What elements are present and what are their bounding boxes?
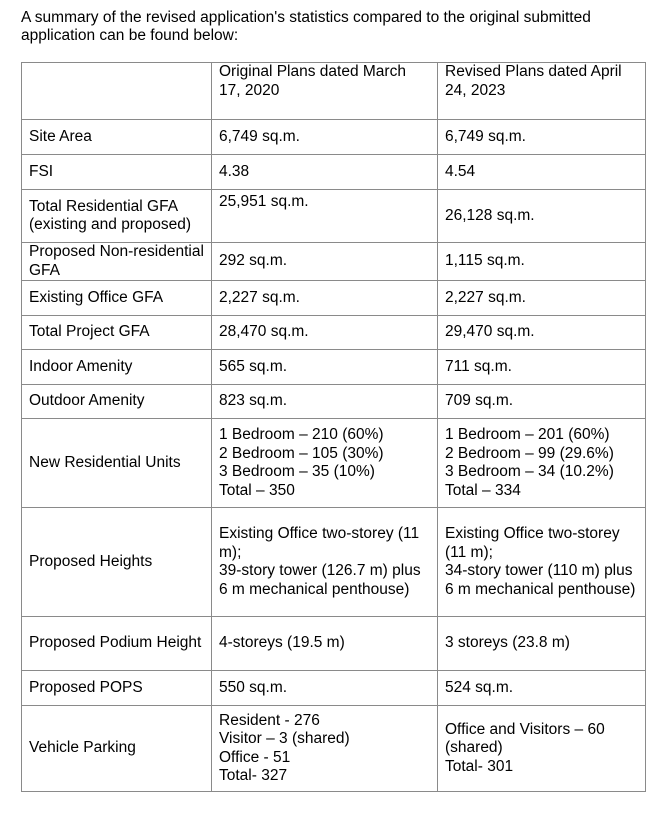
table-row	[22, 617, 646, 671]
cell-revised	[438, 419, 646, 508]
cell-original	[212, 706, 438, 792]
cell-line: 6,749 sq.m.	[445, 127, 526, 145]
cell-line: Total – 334	[445, 481, 521, 499]
cell-line: Existing Office two-storey (11 m);	[445, 525, 620, 561]
cell-line: 4-storeys (19.5 m)	[219, 634, 345, 652]
row-label: New Residential Units	[22, 419, 212, 508]
table-row	[22, 190, 646, 243]
cell-line: Total- 327	[219, 767, 288, 784]
cell-line: 39-story tower (126.7 m) plus 6 m mechanical penthouse)	[219, 562, 421, 598]
row-label: Proposed Podium Height	[22, 617, 212, 671]
table-row	[22, 671, 646, 706]
cell-revised	[438, 120, 646, 155]
cell-line: 2,227 sq.m.	[445, 288, 526, 306]
row-label: Proposed Non-residential GFA	[22, 243, 212, 281]
cell-line: 25,951 sq.m.	[219, 193, 309, 210]
cell-line: 29,470 sq.m.	[445, 323, 535, 341]
cell-line: 6,749 sq.m.	[219, 127, 300, 145]
cell-line: 28,470 sq.m.	[219, 323, 309, 341]
row-label: Site Area	[22, 120, 212, 155]
header-cell-revised: Revised Plans dated April 24, 2023	[438, 63, 646, 120]
cell-original	[212, 617, 438, 671]
cell-revised	[438, 316, 646, 350]
cell-revised	[438, 350, 646, 385]
cell-revised	[438, 190, 646, 243]
cell-line: Total- 301	[445, 757, 514, 775]
cell-original	[212, 508, 438, 617]
cell-line: 1 Bedroom – 201 (60%)	[445, 426, 610, 443]
header-row	[22, 63, 646, 120]
cell-line: 711 sq.m.	[445, 357, 512, 375]
cell-line: 2 Bedroom – 105 (30%)	[219, 444, 384, 462]
table-row	[22, 281, 646, 316]
cell-revised	[438, 385, 646, 419]
row-label: FSI	[22, 155, 212, 190]
header-cell-original: Original Plans dated March 17, 2020	[212, 63, 438, 120]
cell-line: Office and Visitors – 60 (shared)	[445, 720, 605, 757]
row-label: Outdoor Amenity	[22, 385, 212, 419]
cell-original	[212, 671, 438, 706]
cell-line: Office - 51	[219, 748, 291, 766]
cell-original	[212, 155, 438, 190]
cell-line: 26,128 sq.m.	[445, 206, 535, 224]
cell-original	[212, 190, 438, 243]
table-row	[22, 155, 646, 190]
cell-revised	[438, 508, 646, 617]
row-label: Existing Office GFA	[22, 281, 212, 316]
statistics-table	[21, 62, 646, 792]
cell-line: 2 Bedroom – 99 (29.6%)	[445, 444, 614, 462]
cell-line: Total – 350	[219, 481, 295, 499]
cell-original	[212, 350, 438, 385]
cell-line: Existing Office two-storey (11 m);	[219, 525, 420, 561]
cell-line: Visitor – 3 (shared)	[219, 730, 350, 747]
row-label: Vehicle Parking	[22, 706, 212, 792]
cell-line: 524 sq.m.	[445, 678, 514, 696]
row-label: Indoor Amenity	[22, 350, 212, 385]
cell-line: 3 Bedroom – 34 (10.2%)	[445, 463, 614, 480]
cell-original	[212, 316, 438, 350]
table-row	[22, 385, 646, 419]
row-label: Total Project GFA	[22, 316, 212, 350]
table-row	[22, 316, 646, 350]
cell-line: 3 Bedroom – 35 (10%)	[219, 463, 375, 480]
cell-line: 565 sq.m.	[219, 357, 288, 375]
cell-original	[212, 120, 438, 155]
cell-revised	[438, 243, 646, 281]
table-row	[22, 120, 646, 155]
cell-line: 2,227 sq.m.	[219, 288, 300, 306]
cell-line: Resident - 276	[219, 711, 320, 729]
cell-line: 4.54	[445, 162, 476, 180]
cell-line: 550 sq.m.	[219, 678, 288, 696]
cell-revised	[438, 281, 646, 316]
row-label: Proposed POPS	[22, 671, 212, 706]
cell-line: 709 sq.m.	[445, 392, 514, 410]
cell-line: 3 storeys (23.8 m)	[445, 634, 570, 652]
intro-paragraph: A summary of the revised application's statistics compared to the original submitted application can be found below:	[21, 9, 591, 44]
cell-original	[212, 243, 438, 281]
cell-revised	[438, 155, 646, 190]
cell-line: 823 sq.m.	[219, 392, 288, 410]
table-row	[22, 419, 646, 508]
row-label: Proposed Heights	[22, 508, 212, 617]
cell-original	[212, 281, 438, 316]
table-row	[22, 706, 646, 792]
table-row	[22, 508, 646, 617]
header-cell-empty	[22, 63, 212, 120]
table-row	[22, 243, 646, 281]
cell-line: 1,115 sq.m.	[445, 252, 525, 270]
cell-revised	[438, 671, 646, 706]
cell-original	[212, 419, 438, 508]
cell-original	[212, 385, 438, 419]
cell-line: 34-story tower (110 m) plus 6 m mechanical penthouse)	[445, 562, 636, 598]
cell-revised	[438, 706, 646, 792]
row-label: Total Residential GFA (existing and proposed)	[22, 190, 212, 243]
cell-line: 292 sq.m.	[219, 252, 288, 270]
table-row	[22, 350, 646, 385]
cell-revised	[438, 617, 646, 671]
cell-line: 4.38	[219, 162, 250, 180]
cell-line: 1 Bedroom – 210 (60%)	[219, 426, 384, 443]
